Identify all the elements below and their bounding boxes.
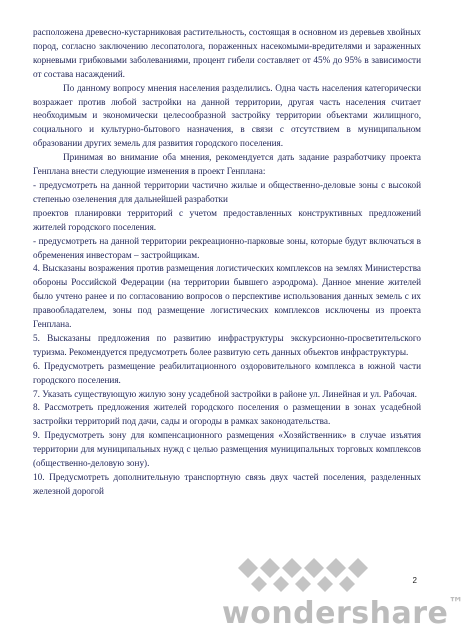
paragraph: 5. Высказаны предложения по развитию инфраструктуры экскурсионно-просветительского туризма. Рекомендуется предусмотреть более развитую сеть данных объектов инфраструктуры.: [33, 332, 421, 357]
paragraph: Принимая во внимание оба мнения, рекомендуется дать задание разработчику проекта Генплана внести следующие изменения в проект Генплана:: [33, 152, 421, 177]
paragraph: 7. Указать существующую жилую зону усадебной застройки в районе ул. Линейная и ул. Рабочая.: [33, 388, 417, 399]
paragraph: 8. Рассмотреть предложения жителей городского поселения о размещении в зонах усадебной застройки территорий под дачи, сады и огороды в рамках законодательства.: [33, 402, 421, 427]
paragraph: 4. Высказаны возражения против размещения логистических комплексов на землях Министерства обороны Российской Федерации (на территории бывшего аэродрома). Данное мнение жителей было учтено ранее и по согласованию вопросов о перспективе использования данных земель с их правообладателем, зоны под размещение логистических комплексов исключены из проекта Генплана.: [33, 263, 421, 330]
paragraph: 6. Предусмотреть размещение реабилитационного оздоровительного комплекса в южной части городского поселения.: [33, 360, 421, 385]
paragraph: 9. Предусмотреть зону для компенсационного размещения «Хозяйственник» в случае изъятия территории для муниципальных нужд с целью размещения муниципальных торговых комплексов (общественно-деловую зону).: [33, 430, 421, 469]
paragraph: - предусмотреть на данной территории частично жилые и общественно-деловые зоны с высокой степенью озеленения для дальнейшей разработки: [33, 179, 421, 204]
watermark-logo: [222, 596, 464, 631]
document-body: [33, 26, 421, 499]
watermark-wordmark: wondershare: [222, 596, 449, 631]
paragraph: - предусмотреть на данной территории рекреационно-парковые зоны, которые будут включаться в обременения инвесторам – застройщикам.: [33, 235, 421, 260]
page-number: 2: [412, 576, 417, 585]
trademark-symbol: ™: [448, 594, 464, 612]
paragraph: По данному вопросу мнения населения разделились. Одна часть населения категорически возражает против любой застройки на данной территории, другая часть населения считает необходимым и экономически целесообразной застройку территории объектами жилищного, социального и культурно-бытового назначения, в связи с отсутствием в муниципальном образовании других земель для развития городского поселения.: [33, 82, 421, 149]
paragraph: проектов планировки территорий с учетом предоставленных конструктивных предложений жителей городского поселения.: [33, 207, 421, 232]
paragraph: расположена древесно-кустарниковая растительность, состоящая в основном из деревьев хвойных пород, согласно заключению лесопатолога, пораженных насекомыми-вредителями и зараженных корневыми грибковыми заболеваниями, процент гибели составляет от 45% до 95% в зависимости от состава насаждений.: [33, 27, 421, 79]
watermark-diamonds-icon: [236, 556, 386, 596]
paragraph: 10. Предусмотреть дополнительную транспортную связь двух частей поселения, разделенных железной дорогой: [33, 472, 421, 496]
